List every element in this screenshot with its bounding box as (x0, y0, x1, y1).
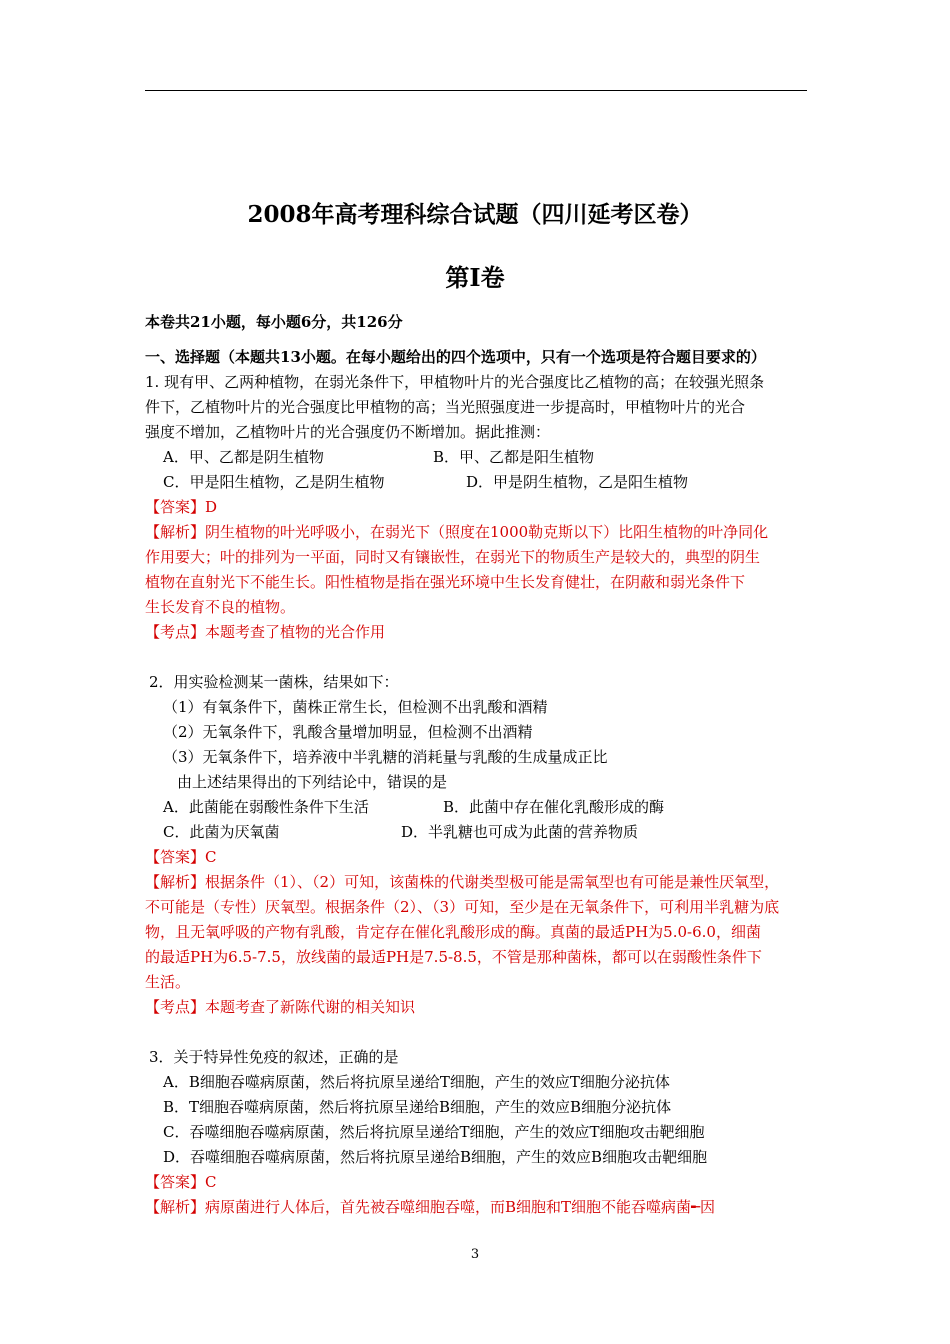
q2-condition: （2）无氧条件下，乳酸含量增加明显，但检测不出酒精 (163, 723, 533, 741)
q2-answer: 【答案】C (145, 848, 217, 866)
q2-stem: 2．用实验检测某一菌株，结果如下： (149, 673, 399, 691)
q1-stem-line: 强度不增加，乙植物叶片的光合强度仍不断增加。据此推测： (145, 423, 551, 441)
q2-analysis-line: 不可能是（专性）厌氧型。根据条件（2）、（3）可知，至少是在无氧条件下，可利用半乳糖为底 (145, 898, 780, 916)
q1-options-row-cd (145, 470, 807, 495)
q3-stem: 3．关于特异性免疫的叙述，正确的是 (149, 1048, 399, 1066)
q3-option-b: B．T细胞吞噬病原菌，然后将抗原呈递给B细胞，产生的效应B细胞分泌抗体 (163, 1098, 672, 1116)
page-number: 3 (470, 1247, 480, 1262)
q1-stem-line: 1. 现有甲、乙两种植物，在弱光条件下，甲植物叶片的光合强度比乙植物的高；在较强光照条 (145, 373, 765, 391)
q1-option-b: B．甲、乙都是阳生植物 (433, 448, 595, 466)
section-heading: 一、选择题（本题共13小题。在每小题给出的四个选项中，只有一个选项是符合题目要求的） (145, 348, 766, 366)
volume-note: 本卷共21小题，每小题6分，共126分 (145, 313, 403, 331)
q2-analysis-line: 物，且无氧呼吸的产物有乳酸，肯定存在催化乳酸形成的酶。真菌的最适PH为5.0-6.0，细菌 (145, 923, 761, 941)
q3-analysis-line: 【解析】病原菌进行人体后，首先被吞噬细胞吞噬，而B细胞和T细胞不能吞噬病菌╾因 (145, 1198, 716, 1216)
q2-analysis-line: 的最适PH为6.5-7.5，放线菌的最适PH是7.5-8.5，不管是那种菌株，都可以在弱酸性条件下 (145, 948, 762, 966)
q2-condition: （1）有氧条件下，菌株正常生长，但检测不出乳酸和酒精 (163, 698, 548, 716)
document-body (145, 310, 807, 1220)
q1-answer: 【答案】D (145, 498, 218, 516)
q2-option-b: B．此菌中存在催化乳酸形成的酶 (443, 798, 665, 816)
q1-analysis-line: 【解析】阴生植物的叶光呼吸小，在弱光下（照度在1000勒克斯以下）比阳生植物的叶净同化 (145, 523, 769, 541)
q1-option-c: C．甲是阳生植物，乙是阴生植物 (163, 473, 385, 491)
q3-option-a: A．B细胞吞噬病原菌，然后将抗原呈递给T细胞，产生的效应T细胞分泌抗体 (163, 1073, 670, 1091)
q3-option-c: C．吞噬细胞吞噬病原菌，然后将抗原呈递给T细胞，产生的效应T细胞攻击靶细胞 (163, 1123, 705, 1141)
q1-stem-line: 件下，乙植物叶片的光合强度比甲植物的高；当光照强度进一步提高时，甲植物叶片的光合 (145, 398, 746, 416)
q1-analysis-line: 生长发育不良的植物。 (145, 598, 296, 616)
q2-conclusion: 由上述结果得出的下列结论中，错误的是 (177, 773, 448, 791)
q1-analysis-line: 作用要大；叶的排列为一平面，同时又有镶嵌性，在弱光下的物质生产是较大的，典型的阴生 (145, 548, 761, 566)
q1-analysis-line: 植物在直射光下不能生长。阳性植物是指在强光环境中生长发育健壮，在阴蔽和弱光条件下 (145, 573, 746, 591)
q1-option-d: D．甲是阴生植物，乙是阳生植物 (466, 473, 689, 491)
q1-point: 【考点】本题考查了植物的光合作用 (145, 623, 386, 641)
q2-options-row-ab (145, 795, 807, 820)
q1-options-row-ab (145, 445, 807, 470)
q3-answer: 【答案】C (145, 1173, 217, 1191)
q2-option-d: D．半乳糖也可成为此菌的营养物质 (401, 823, 639, 841)
q2-point: 【考点】本题考查了新陈代谢的相关知识 (145, 998, 416, 1016)
q2-analysis-line: 【解析】根据条件（1）、（2）可知，该菌株的代谢类型极可能是需氧型也有可能是兼性厌氧型， (145, 873, 780, 891)
q2-option-a: A．此菌能在弱酸性条件下生活 (163, 798, 369, 816)
document-title: 2008年高考理科综合试题（四川延考区卷） (247, 201, 703, 228)
q2-condition: （3）无氧条件下，培养液中半乳糖的消耗量与乳酸的生成量成正比 (163, 748, 608, 766)
q3-option-d: D．吞噬细胞吞噬病原菌，然后将抗原呈递给B细胞，产生的效应B细胞攻击靶细胞 (163, 1148, 708, 1166)
q2-option-c: C．此菌为厌氧菌 (163, 823, 280, 841)
q2-analysis-line: 生活。 (145, 973, 191, 991)
header-rule (145, 90, 807, 91)
volume-title: 第Ⅰ卷 (445, 263, 505, 292)
q1-option-a: A．甲、乙都是阴生植物 (163, 448, 324, 466)
q2-options-row-cd (145, 820, 807, 845)
